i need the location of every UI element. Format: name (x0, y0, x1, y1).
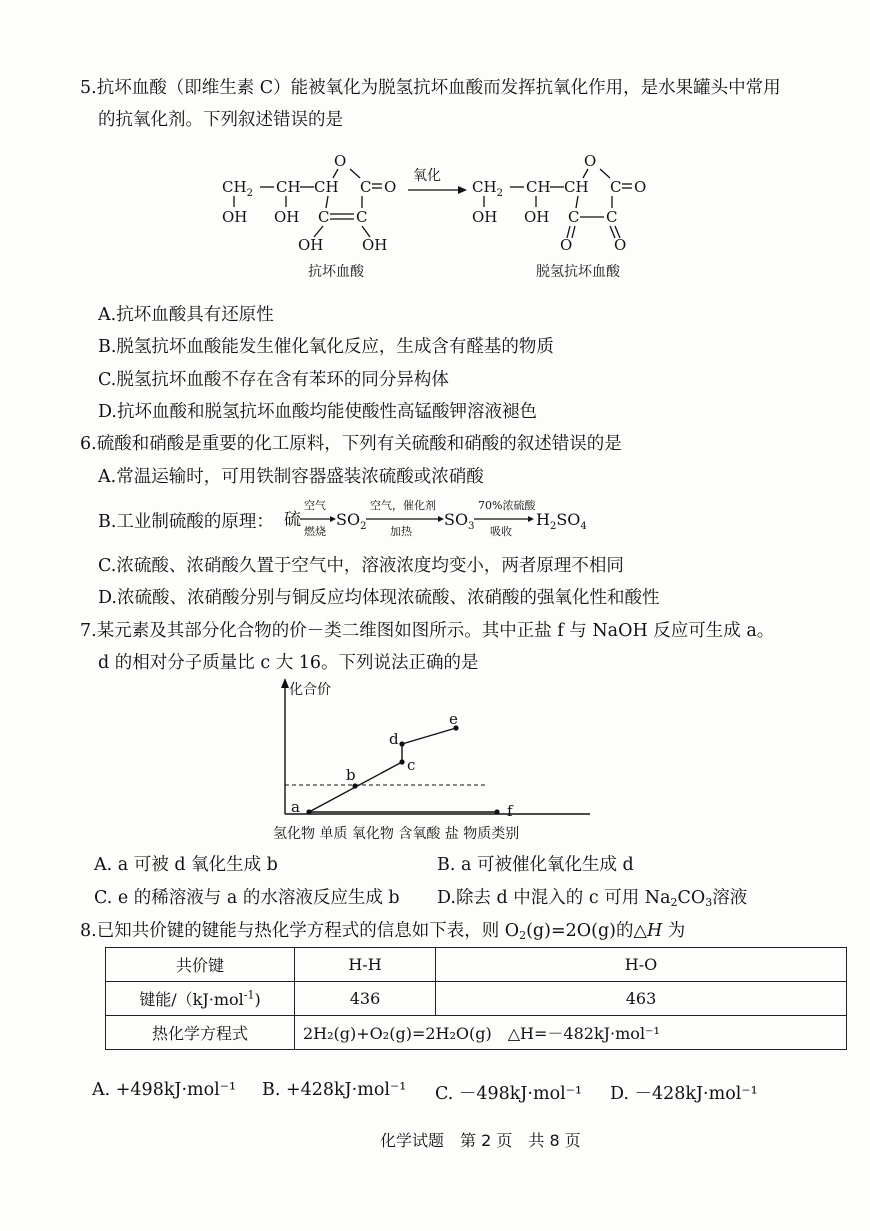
point-a (306, 809, 311, 814)
svg-text:C: C (606, 208, 618, 226)
q7-stem-line2: d 的相对分子质量比 c 大 16。下列说法正确的是 (98, 653, 479, 673)
ring-carbon: C (356, 208, 368, 226)
arrow2-bottom: 加热 (390, 525, 412, 538)
q6-option-c: C.浓硫酸、浓硝酸久置于空气中，溶液浓度均变小，两者原理不相同 (98, 556, 624, 576)
svg-text:O: O (560, 236, 573, 254)
label-a: a (291, 798, 300, 816)
h2so4-label: $H_2SO_4$ (536, 510, 587, 532)
q8-option-a: A. +498kJ·mol⁻¹ (92, 1080, 236, 1100)
q7-stem-line1: 7.某元素及其部分化合物的价－类二维图如图所示。其中正盐 f 与 NaOH 反应可生成 a。 (80, 621, 775, 641)
q8-stem: 8.已知共价键的键能与热化学方程式的信息如下表，则 $O_2(g)=2O(g)$的△H 为 (80, 921, 686, 942)
ch-label: CH (276, 178, 301, 196)
y-axis-label: 化合价 (289, 682, 331, 698)
ring-oxygen: O (334, 152, 347, 170)
table-cell: 键能/（kJ·mol$^{-1}$) (106, 982, 295, 1016)
svg-text:O: O (614, 236, 627, 254)
q5-stem-line2: 的抗氧化剂。下列叙述错误的是 (98, 110, 343, 130)
page-footer: 化学试题 第 2 页 共 8 页 (380, 1131, 581, 1150)
table-cell: 共价键 (106, 948, 295, 982)
svg-text:CH: CH (526, 178, 551, 196)
q6-option-b-prefix: B.工业制硫酸的原理： (98, 512, 274, 532)
arrow1-bottom: 燃烧 (304, 525, 326, 538)
oh-label: OH (274, 208, 300, 226)
table-cell: 436 (295, 982, 436, 1016)
dehydroascorbic-acid-label: 脱氢抗坏血酸 (536, 264, 620, 280)
q5-option-c: C.脱氢抗坏血酸不存在含有苯环的同分异构体 (98, 370, 449, 390)
svg-text:CH2: $CH_2$ (472, 178, 503, 199)
table-cell: 463 (436, 982, 847, 1016)
q5-option-a: A.抗坏血酸具有还原性 (98, 305, 274, 325)
carbonyl-oxygen: O (384, 178, 397, 196)
so3-label: $SO_3$ (444, 510, 475, 532)
svg-text:OH: OH (472, 208, 498, 226)
ch2-label: $CH_2$ (222, 178, 253, 199)
ring-carbon: C (318, 208, 330, 226)
enol-oh: OH (362, 236, 388, 254)
valence-category-diagram (265, 676, 605, 846)
q7-option-a: A. a 可被 d 氧化生成 b (94, 855, 278, 875)
table-cell: 2H₂(g)+O₂(g)=2H₂O(g) △H=－482kJ·mol⁻¹ (295, 1016, 847, 1050)
arrow2-top: 空气，催化剂 (370, 499, 436, 512)
oxidation-arrow-label: 氧化 (413, 168, 441, 184)
q6-stem: 6.硫酸和硝酸是重要的化工原料，下列有关硫酸和硝酸的叙述错误的是 (80, 434, 622, 454)
arrow1-top: 空气 (304, 499, 326, 512)
q5-stem-line1: 5.抗坏血酸（即维生素 C）能被氧化为脱氢抗坏血酸而发挥抗氧化作用，是水果罐头中常用 (80, 78, 781, 98)
ch-ring-label: CH (314, 178, 339, 196)
oh-label: OH (222, 208, 248, 226)
q7-option-d: D.除去 d 中混入的 c 可用 $Na_2CO_3$溶液 (437, 888, 748, 909)
q6-option-d: D.浓硫酸、浓硝酸分别与铜反应均体现浓硫酸、浓硝酸的强氧化性和酸性 (98, 588, 660, 608)
svg-text:O: O (634, 178, 647, 196)
table-cell: 热化学方程式 (106, 1016, 295, 1050)
q6-option-a: A.常温运输时，可用铁制容器盛装浓硫酸或浓硝酸 (98, 467, 484, 487)
table-cell: H-O (436, 948, 847, 982)
sulfur-label: 硫 (284, 510, 301, 530)
arrow3-bottom: 吸收 (490, 525, 512, 538)
svg-text:OH: OH (524, 208, 550, 226)
q8-option-c: C. －498kJ·mol⁻¹ (435, 1084, 582, 1104)
q7-option-c: C. e 的稀溶液与 a 的水溶液反应生成 b (94, 888, 400, 908)
q5-option-d: D.抗坏血酸和脱氢抗坏血酸均能使酸性高锰酸钾溶液褪色 (98, 402, 537, 422)
label-e: e (449, 710, 458, 728)
q5-reaction-scheme (210, 140, 680, 285)
point-d (399, 741, 404, 746)
bond-energy-table (105, 947, 847, 1050)
label-d: d (389, 730, 399, 748)
q6-sulfuric-acid-process (278, 495, 608, 540)
q5-option-b: B.脱氢抗坏血酸能发生催化氧化反应，生成含有醛基的物质 (98, 337, 554, 357)
enol-oh: OH (298, 236, 324, 254)
q8-option-d: D. －428kJ·mol⁻¹ (610, 1084, 758, 1104)
table-cell: H-H (295, 948, 436, 982)
label-c: c (407, 756, 416, 774)
point-f (494, 809, 499, 814)
q8-option-b: B. +428kJ·mol⁻¹ (262, 1080, 407, 1100)
svg-text:O: O (584, 152, 597, 170)
point-b (352, 783, 357, 788)
svg-text:C: C (568, 208, 580, 226)
table-row (106, 982, 847, 1016)
arrow3-top: 70%浓硫酸 (478, 499, 536, 512)
svg-text:C: C (610, 178, 622, 196)
so2-label: $SO_2$ (336, 510, 367, 532)
q7-option-b: B. a 可被催化氧化生成 d (437, 855, 634, 875)
table-row (106, 1016, 847, 1050)
label-b: b (346, 766, 356, 784)
ascorbic-acid-label: 抗坏血酸 (308, 264, 364, 280)
table-row (106, 948, 847, 982)
label-f: f (507, 802, 513, 820)
carbonyl-carbon: C (360, 178, 372, 196)
svg-text:CH: CH (564, 178, 589, 196)
point-c (399, 759, 404, 764)
x-axis-label: 氢化物 单质 氧化物 含氧酸 盐 物质类别 (273, 826, 520, 842)
